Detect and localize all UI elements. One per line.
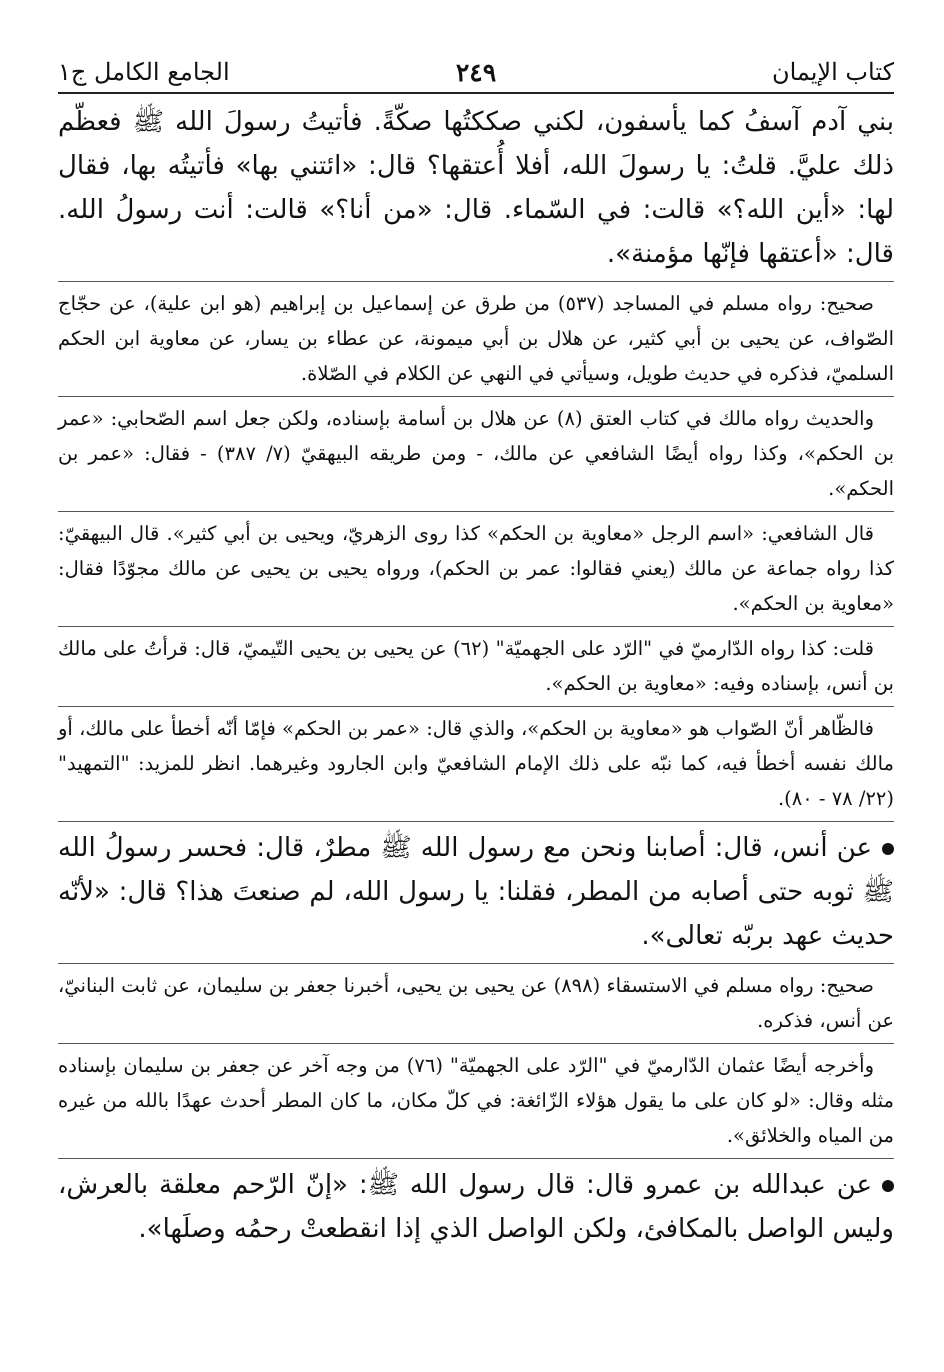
bullet-icon xyxy=(882,843,894,855)
hadith-text xyxy=(58,100,894,276)
commentary-paragraph: قلت: كذا رواه الدّارميّ في "الرّد على الجهميّة" (٦٢) عن يحيى بن يحيى التّيميّ، قال: قرأتُ على مالك بن أنس، بإسناده وفيه: «معاوية بن الحكم». xyxy=(58,637,894,695)
divider xyxy=(58,511,894,512)
hadith-body: بني آدم آسفُ كما يأسفون، لكني صككتُها صكّةً. فأتيتُ رسولَ الله ﷺ فعظّم ذلك عليَّ. قلتُ: يا رسولَ الله، أفلا أُعتقها؟ قال: «ائتني بها» فأتيتُه بها، فقال لها: «أين الله؟» قالت: في السّماء. قال: «من أنا؟» قالت: أنت رسولُ الله. قال: «أعتقها فإنّها مؤمنة». xyxy=(58,107,894,269)
hadith-text xyxy=(58,1163,894,1251)
page xyxy=(58,50,894,1251)
divider xyxy=(58,706,894,707)
running-header xyxy=(58,50,894,92)
divider xyxy=(58,821,894,822)
bullet-icon xyxy=(882,1180,894,1192)
commentary-paragraph: قال الشافعي: «اسم الرجل «معاوية بن الحكم» كذا روى الزهريّ، ويحيى بن أبي كثير». قال البيهقيّ: كذا رواه جماعة عن مالك (يعني فقالوا: عمر بن الحكم)، ورواه يحيى بن يحيى عن مالك مجوّدًا فقال: «معاوية بن الحكم». xyxy=(58,522,894,615)
commentary-paragraph: صحيح: رواه مسلم في الاستسقاء (٨٩٨) عن يحيى بن يحيى، أخبرنا جعفر بن سليمان، عن ثابت البنانيّ، عن أنس، فذكره. xyxy=(58,974,894,1032)
commentary-paragraph: والحديث رواه مالك في كتاب العتق (٨) عن هلال بن أسامة بإسناده، ولكن جعل اسم الصّحابي: «عمر بن الحكم»، وكذا رواه أيضًا الشافعي عن مالك، - ومن طريقه البيهقيّ (٧/ ٣٨٧) - فقال: «عمر بن الحكم». xyxy=(58,407,894,500)
divider xyxy=(58,396,894,397)
chapter-title: كتاب الإيمان xyxy=(771,58,894,86)
divider xyxy=(58,1158,894,1159)
divider xyxy=(58,963,894,964)
hadith-body: عن أنس، قال: أصابنا ونحن مع رسول الله ﷺ مطرٌ، قال: فحسر رسولُ الله ﷺ ثوبه حتى أصابه من المطر، فقلنا: يا رسول الله، لم صنعتَ هذا؟ قال: «لأنّه حديث عهد بربّه تعالى». xyxy=(58,833,894,951)
divider xyxy=(58,1043,894,1044)
hadith-body: عن عبدالله بن عمرو قال: قال رسول الله ﷺ: «إنّ الرّحم معلقة بالعرش، وليس الواصل بالمكافئ، ولكن الواصل الذي إذا انقطعتْ رحمُه وصلَها». xyxy=(58,1170,894,1244)
commentary-paragraph: وأخرجه أيضًا عثمان الدّارميّ في "الرّد على الجهميّة" (٧٦) من وجه آخر عن جعفر بن سليمان بإسناده مثله وقال: «لو كان على ما يقول هؤلاء الزّائغة: في كلّ مكان، ما كان المطر أحدث عهدًا بالله من غيره من المياه والخلائق». xyxy=(58,1054,894,1147)
hadith-text xyxy=(58,826,894,958)
header-rule xyxy=(58,92,894,94)
page-number: ٢٤٩ xyxy=(455,58,497,87)
commentary-paragraph: فالظّاهر أنّ الصّواب هو «معاوية بن الحكم»، والذي قال: «عمر بن الحكم» فإمّا أنّه أخطأ على مالك، أو مالك نفسه أخطأ فيه، كما نبّه على ذلك الإمام الشافعيّ وابن الجارود وغيرهما. انظر للمزيد: "التمهيد" (٢٢/ ٧٨ - ٨٠). xyxy=(58,717,894,810)
commentary-paragraph: صحيح: رواه مسلم في المساجد (٥٣٧) من طرق عن إسماعيل بن إبراهيم (هو ابن علية)، عن حجّاج الصّواف، عن يحيى بن أبي كثير، عن هلال بن أبي ميمونة، عن عطاء بن يسار، عن معاوية ابن الحكم السلميّ، فذكره في حديث طويل، وسيأتي في النهي عن الكلام في الصّلاة. xyxy=(58,292,894,385)
divider xyxy=(58,626,894,627)
book-title: الجامع الكامل ج١ xyxy=(58,58,230,86)
divider xyxy=(58,281,894,282)
